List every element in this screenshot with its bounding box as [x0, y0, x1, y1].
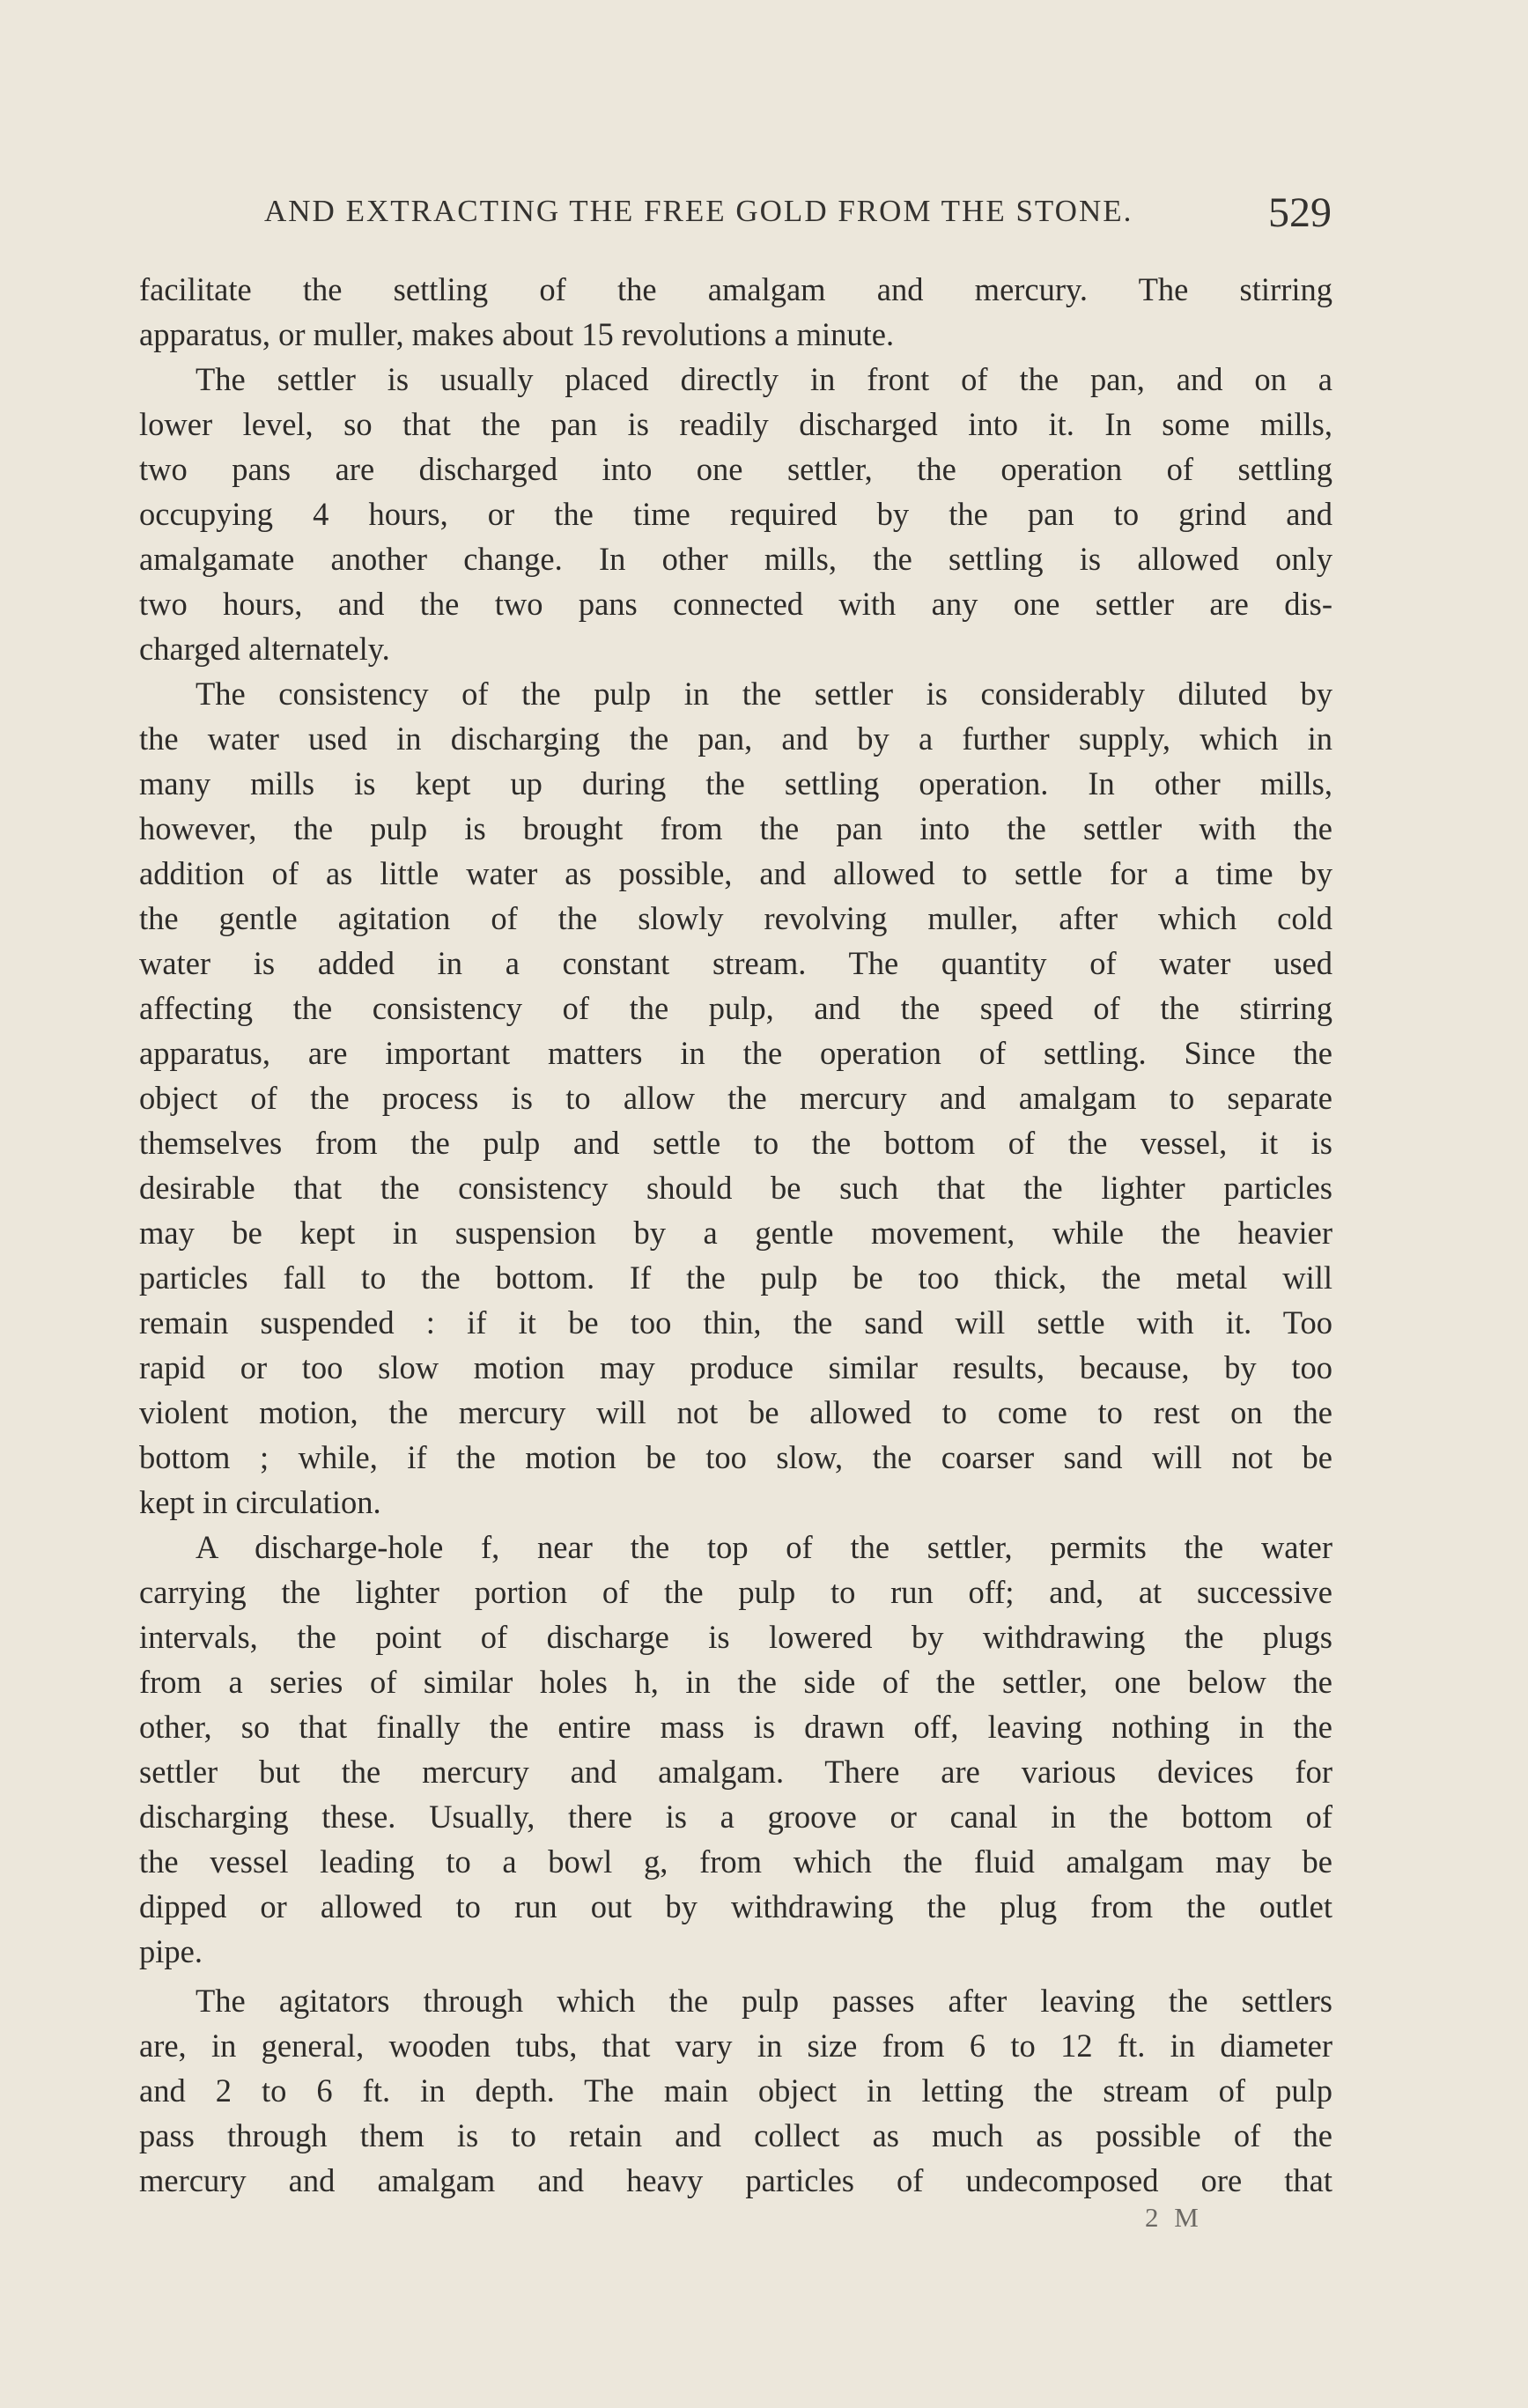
text-line: pipe. — [139, 1933, 203, 1969]
text-line: rapid or too slow motion may produce similar results, because, by too — [139, 1349, 1332, 1385]
text-line: The agitators through which the pulp passes after leaving the settlers — [196, 1983, 1332, 2019]
text-line: remain suspended : if it be too thin, the sand will settle with it. Too — [139, 1304, 1332, 1341]
running-title: AND EXTRACTING THE FREE GOLD FROM THE STONE. — [264, 194, 1133, 228]
text-line: discharging these. Usually, there is a groove or canal in the bottom of — [139, 1799, 1332, 1835]
text-line: settler but the mercury and amalgam. There are various devices for — [139, 1754, 1332, 1790]
text-line: facilitate the settling of the amalgam and mercury. The stirring — [139, 271, 1332, 307]
text-line: amalgamate another change. In other mills, the settling is allowed only — [139, 541, 1332, 577]
text-line: mercury and amalgam and heavy particles of undecomposed ore that — [139, 2162, 1332, 2198]
text-line: other, so that finally the entire mass is drawn off, leaving nothing in the — [139, 1709, 1332, 1745]
text-line: many mills is kept up during the settling operation. In other mills, — [139, 765, 1332, 801]
text-line: addition of as little water as possible, and allowed to settle for a time by — [139, 855, 1332, 891]
text-line: affecting the consistency of the pulp, and the speed of the stirring — [139, 990, 1332, 1026]
page-number: 529 — [1268, 189, 1332, 236]
text-line: the water used in discharging the pan, and by a further supply, which in — [139, 720, 1332, 757]
text-line: pass through them is to retain and collect as much as possible of the — [139, 2117, 1332, 2153]
text-line: however, the pulp is brought from the pan into the settler with the — [139, 810, 1332, 846]
text-line: the vessel leading to a bowl g, from which the fluid amalgam may be — [139, 1843, 1332, 1880]
text-line: apparatus, are important matters in the operation of settling. Since the — [139, 1035, 1332, 1071]
text-line: lower level, so that the pan is readily discharged into it. In some mills, — [139, 406, 1332, 442]
signature-mark: 2 M — [1145, 2202, 1203, 2233]
text-line: may be kept in suspension by a gentle movement, while the heavier — [139, 1215, 1332, 1251]
text-line: charged alternately. — [139, 631, 390, 667]
text-line: The consistency of the pulp in the settler is considerably diluted by — [196, 676, 1332, 712]
text-line: A discharge-hole f, near the top of the settler, permits the water — [196, 1529, 1332, 1565]
text-line: object of the process is to allow the mercury and amalgam to separate — [139, 1080, 1332, 1116]
running-head — [264, 190, 1332, 243]
text-line: and 2 to 6 ft. in depth. The main object in letting the stream of pulp — [139, 2072, 1332, 2109]
text-line: kept in circulation. — [139, 1484, 381, 1520]
text-line: particles fall to the bottom. If the pulp be too thick, the metal will — [139, 1259, 1332, 1296]
text-line: from a series of similar holes h, in the side of the settler, one below the — [139, 1664, 1332, 1700]
text-line: The settler is usually placed directly in front of the pan, and on a — [196, 361, 1332, 397]
text-line: dipped or allowed to run out by withdrawing the plug from the outlet — [139, 1888, 1332, 1924]
text-line: are, in general, wooden tubs, that vary in size from 6 to 12 ft. in diameter — [139, 2028, 1332, 2064]
text-line: bottom ; while, if the motion be too slow, the coarser sand will not be — [139, 1439, 1332, 1475]
text-line: apparatus, or muller, makes about 15 revolutions a minute. — [139, 316, 895, 352]
text-line: occupying 4 hours, or the time required by the pan to grind and — [139, 496, 1332, 532]
text-line: desirable that the consistency should be such that the lighter particles — [139, 1170, 1332, 1206]
text-line: two pans are discharged into one settler, the operation of settling — [139, 451, 1332, 487]
text-line: water is added in a constant stream. The quantity of water used — [139, 945, 1332, 981]
text-line: the gentle agitation of the slowly revolving muller, after which cold — [139, 900, 1332, 936]
text-line: violent motion, the mercury will not be allowed to come to rest on the — [139, 1394, 1332, 1430]
text-line: carrying the lighter portion of the pulp to run off; and, at successive — [139, 1574, 1332, 1610]
text-line: two hours, and the two pans connected with any one settler are dis- — [139, 586, 1332, 622]
text-line: intervals, the point of discharge is lowered by withdrawing the plugs — [139, 1619, 1332, 1655]
text-line: themselves from the pulp and settle to the bottom of the vessel, it is — [139, 1125, 1332, 1161]
